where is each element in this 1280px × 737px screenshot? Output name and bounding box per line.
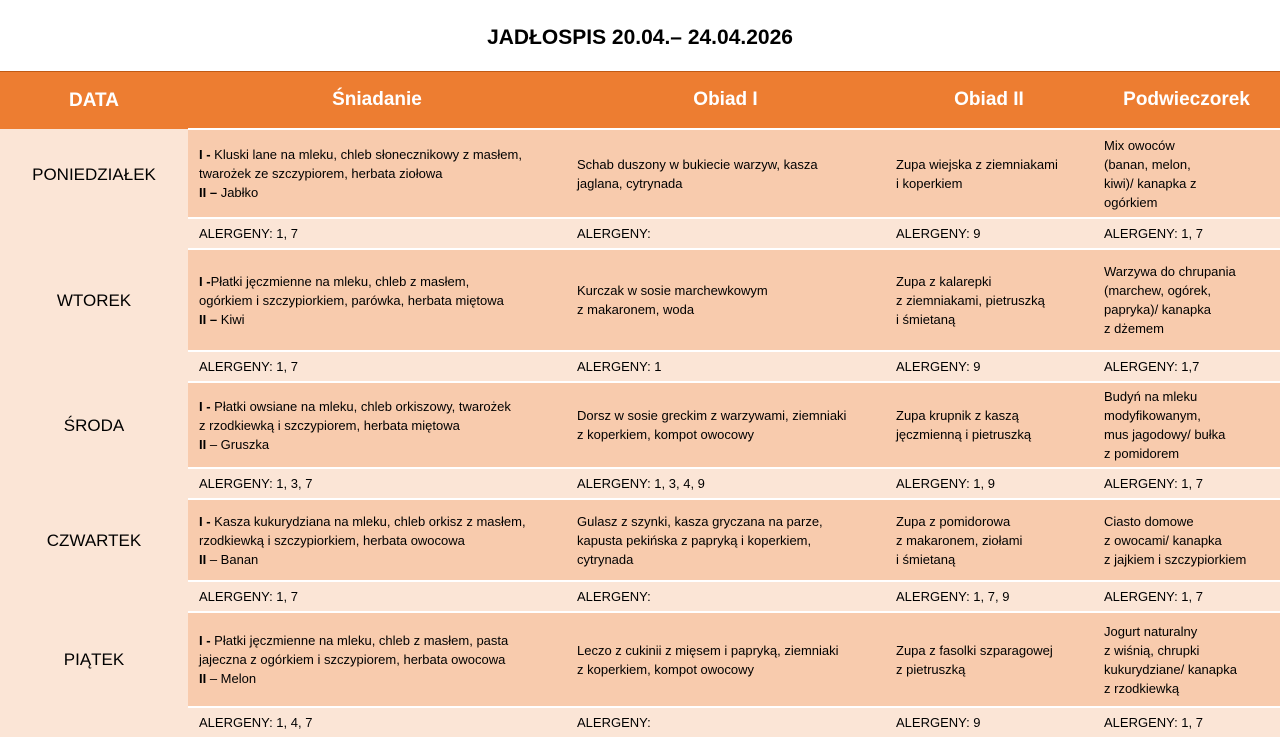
meal-row-friday: [0, 612, 1280, 707]
allergen-cell: ALERGENY:: [566, 707, 885, 737]
header-breakfast: Śniadanie: [188, 72, 566, 130]
lunch2-line: Zupa krupnik z kaszą: [896, 408, 1019, 423]
lunch2-cell: [885, 249, 1093, 351]
meal-marker: II: [199, 671, 210, 686]
fruit-item: Jabłko: [220, 185, 259, 200]
day-friday: PIĄTEK: [0, 612, 188, 737]
snack-line: z rzodkiewką: [1104, 680, 1180, 696]
lunch2-line: i koperkiem: [896, 175, 963, 191]
lunch1-line: Gulasz z szynki, kasza gryczana na parze,: [577, 513, 823, 529]
header-data: DATA: [0, 72, 188, 130]
snack-line: Mix owoców: [1104, 137, 1175, 153]
allergen-cell: ALERGENY: 1, 7, 9: [885, 581, 1093, 612]
allergen-cell: ALERGENY: 1, 7: [188, 581, 566, 612]
header-row: [0, 72, 1280, 130]
lunch1-line: Schab duszony w bukiecie warzyw, kasza: [577, 156, 818, 172]
lunch1-cell: [566, 499, 885, 581]
fruit-item: – Melon: [209, 671, 257, 686]
page-title: JADŁOSPIS 20.04.– 24.04.2026: [487, 26, 793, 49]
meal-marker: I -: [199, 398, 215, 414]
lunch1-line: z koperkiem, kompot owocowy: [577, 427, 755, 442]
allergen-cell: ALERGENY: 1: [566, 351, 885, 382]
allergen-cell: ALERGENY: 1, 7: [1093, 707, 1280, 737]
menu-table: [0, 71, 1280, 737]
lunch1-line: jaglana, cytrynada: [577, 175, 683, 191]
lunch1-line: Dorsz w sosie greckim z warzywami, ziemniaki: [577, 408, 847, 423]
breakfast-cell: [188, 499, 566, 581]
allergen-cell: ALERGENY: 1, 7: [188, 351, 566, 382]
allergen-cell: ALERGENY:: [566, 218, 885, 249]
meal-row-monday: [0, 129, 1280, 218]
allergen-row-wednesday: [0, 468, 1280, 499]
lunch1-line: kapusta pekińska z papryką i koperkiem,: [577, 532, 812, 548]
meal-row-wednesday: [0, 382, 1280, 468]
snack-cell: [1093, 129, 1280, 218]
lunch1-cell: [566, 382, 885, 468]
allergen-cell: ALERGENY: 1, 3, 7: [188, 468, 566, 499]
header-lunch-1: Obiad I: [566, 72, 885, 130]
snack-line: Warzywa do chrupania: [1104, 264, 1236, 279]
allergen-row-tuesday: [0, 351, 1280, 382]
allergen-cell: ALERGENY: 1, 7: [1093, 218, 1280, 249]
fruit-item: – Banan: [209, 551, 259, 567]
lunch2-line: Zupa z pomidorowa: [896, 513, 1011, 529]
allergen-cell: ALERGENY: 9: [885, 707, 1093, 737]
lunch2-line: Zupa z kalarepki: [896, 273, 992, 289]
breakfast-line: Płatki jęczmienne na mleku, chleb z masłem, pasta: [214, 633, 509, 648]
lunch1-line: Kurczak w sosie marchewkowym: [577, 283, 768, 298]
snack-line: modyfikowanym,: [1104, 408, 1201, 423]
snack-cell: [1093, 499, 1280, 581]
breakfast-cell: [188, 382, 566, 468]
breakfast-cell: [188, 612, 566, 707]
lunch2-cell: [885, 499, 1093, 581]
allergen-cell: ALERGENY: 1, 7: [1093, 468, 1280, 499]
meal-marker: I -: [199, 633, 215, 648]
snack-cell: [1093, 612, 1280, 707]
header-snack: Podwieczorek: [1093, 72, 1280, 130]
meal-marker: II: [199, 436, 210, 452]
meal-marker: I -: [199, 513, 215, 529]
allergen-cell: ALERGENY: 1, 7: [188, 218, 566, 249]
breakfast-line: z rzodkiewką i szczypiorem, herbata miętowa: [199, 417, 460, 433]
meal-marker: I -: [199, 273, 211, 289]
snack-line: z pomidorem: [1104, 446, 1180, 461]
lunch1-line: cytrynada: [577, 551, 634, 567]
allergen-cell: ALERGENY: 1, 9: [885, 468, 1093, 499]
snack-cell: [1093, 249, 1280, 351]
fruit-item: – Gruszka: [209, 436, 270, 452]
meal-marker: II –: [199, 185, 221, 200]
meal-row-thursday: [0, 499, 1280, 581]
lunch2-cell: [885, 129, 1093, 218]
allergen-row-monday: [0, 218, 1280, 249]
snack-line: z dżemem: [1104, 321, 1164, 336]
snack-line: Budyń na mleku: [1104, 389, 1198, 404]
allergen-cell: ALERGENY: 9: [885, 218, 1093, 249]
fruit-item: Kiwi: [220, 311, 245, 327]
lunch2-line: i śmietaną: [896, 551, 956, 567]
snack-line: kukurydziane/ kanapka: [1104, 661, 1237, 677]
snack-line: (banan, melon,: [1104, 156, 1191, 172]
allergen-cell: ALERGENY:: [566, 581, 885, 612]
snack-line: Jogurt naturalny: [1104, 623, 1198, 639]
lunch2-line: Zupa z fasolki szparagowej: [896, 642, 1053, 658]
breakfast-line: Płatki owsiane na mleku, chleb orkiszowy, twarożek: [214, 398, 511, 414]
snack-line: papryka)/ kanapka: [1104, 302, 1211, 317]
lunch1-line: z koperkiem, kompot owocowy: [577, 661, 755, 677]
lunch2-line: jęczmienną i pietruszką: [896, 427, 1032, 442]
lunch2-line: z pietruszką: [896, 661, 966, 677]
day-thursday: CZWARTEK: [0, 499, 188, 612]
snack-cell: [1093, 382, 1280, 468]
allergen-cell: ALERGENY: 1, 4, 7: [188, 707, 566, 737]
day-tuesday: WTOREK: [0, 249, 188, 382]
snack-line: (marchew, ogórek,: [1104, 283, 1211, 298]
breakfast-line: Kasza kukurydziana na mleku, chleb orkisz z masłem,: [214, 513, 526, 529]
snack-line: z jajkiem i szczypiorkiem: [1104, 551, 1247, 567]
lunch1-cell: [566, 249, 885, 351]
lunch2-line: i śmietaną: [896, 311, 956, 327]
allergen-cell: ALERGENY: 1, 7: [1093, 581, 1280, 612]
breakfast-line: rzodkiewką i szczypiorkiem, herbata owocowa: [199, 532, 465, 548]
breakfast-line: Płatki jęczmienne na mleku, chleb z masłem,: [210, 273, 470, 289]
lunch2-cell: [885, 612, 1093, 707]
breakfast-line: jajeczna z ogórkiem i szczypiorem, herbata owocowa: [199, 652, 506, 667]
day-monday: PONIEDZIAŁEK: [0, 129, 188, 249]
breakfast-line: twarożek ze szczypiorem, herbata ziołowa: [199, 166, 443, 181]
lunch1-cell: [566, 612, 885, 707]
lunch1-line: z makaronem, woda: [577, 302, 695, 317]
allergen-row-friday: [0, 707, 1280, 737]
snack-line: z owocami/ kanapka: [1104, 532, 1222, 548]
breakfast-cell: [188, 129, 566, 218]
lunch1-cell: [566, 129, 885, 218]
header-lunch-2: Obiad II: [885, 72, 1093, 130]
breakfast-line: ogórkiem i szczypiorkiem, parówka, herbata miętowa: [199, 292, 504, 308]
snack-line: z wiśnią, chrupki: [1104, 642, 1200, 658]
meal-row-tuesday: [0, 249, 1280, 351]
allergen-cell: ALERGENY: 9: [885, 351, 1093, 382]
breakfast-cell: [188, 249, 566, 351]
allergen-cell: ALERGENY: 1,7: [1093, 351, 1280, 382]
meal-marker: II: [199, 551, 210, 567]
snack-line: ogórkiem: [1104, 194, 1158, 210]
allergen-row-thursday: [0, 581, 1280, 612]
snack-line: kiwi)/ kanapka z: [1104, 175, 1197, 191]
allergen-cell: ALERGENY: 1, 3, 4, 9: [566, 468, 885, 499]
snack-line: Ciasto domowe: [1104, 513, 1194, 529]
snack-line: mus jagodowy/ bułka: [1104, 427, 1226, 442]
breakfast-line: Kluski lane na mleku, chleb słonecznikowy z masłem,: [214, 147, 522, 162]
meal-marker: I -: [199, 147, 215, 162]
lunch1-line: Leczo z cukinii z mięsem i papryką, ziemniaki: [577, 642, 839, 658]
lunch2-cell: [885, 382, 1093, 468]
day-wednesday: ŚRODA: [0, 382, 188, 499]
lunch2-line: Zupa wiejska z ziemniakami: [896, 156, 1058, 172]
meal-marker: II –: [199, 311, 221, 327]
lunch2-line: z ziemniakami, pietruszką: [896, 292, 1045, 308]
lunch2-line: z makaronem, ziołami: [896, 532, 1023, 548]
